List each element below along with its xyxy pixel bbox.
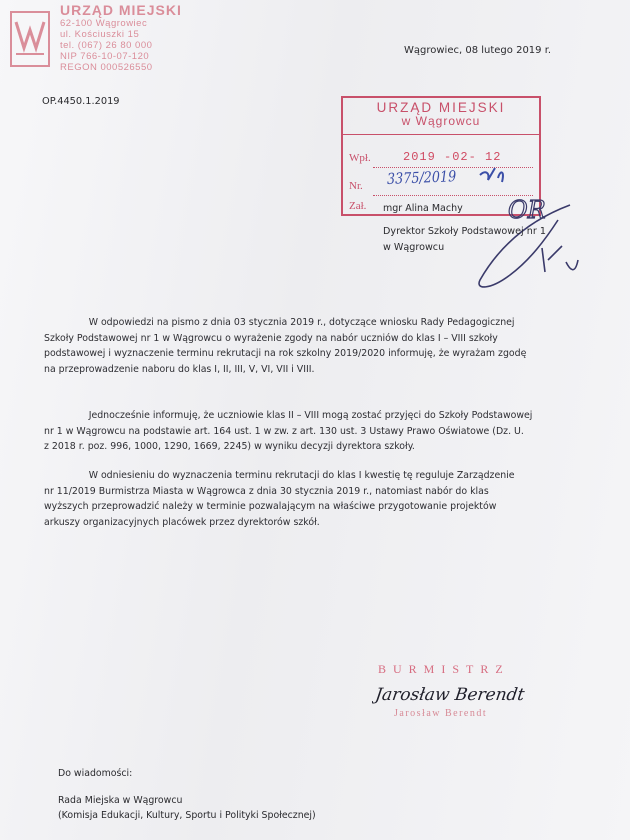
body-line: podstawowej i wyznaczenie terminu rekrutacji na rok szkolny 2019/2020 informuję, że wyrażam zgodę — [44, 348, 527, 359]
body-line: Szkoły Podstawowej nr 1 w Wągrowcu o wyrażenie zgody na nabór uczniów do klas I – VIII szkoły — [44, 332, 498, 344]
letterhead-line: URZĄD MIEJSKI — [60, 2, 182, 18]
number-label: Nr. — [349, 180, 363, 192]
body-line: z 2018 r. poz. 996, 1000, 1290, 1669, 2245) w wyniku decyzji dyrektora szkoły. — [44, 441, 415, 452]
letter-date: Wągrowiec, 08 lutego 2019 r. — [404, 45, 552, 56]
distribution-recipient: Rada Miejska w Wągrowcu — [58, 795, 183, 806]
letterhead-stamp — [6, 2, 191, 84]
city-crest-icon — [8, 8, 52, 72]
receipt-stamp-divider — [343, 134, 539, 135]
body-line: nr 11/2019 Burmistrza Miasta w Wągrowca z dnia 30 stycznia 2019 r., natomiast nabór do klas — [44, 485, 489, 497]
addressee — [383, 224, 546, 256]
body-line: W odpowiedzi na pismo z dnia 03 stycznia 2019 r., dotyczące wniosku Rady Pedagogicznej — [44, 317, 515, 328]
letterhead-line: tel. (067) 26 80 000 — [60, 40, 153, 51]
cc-name: mgr Alina Machy — [383, 203, 463, 214]
signatory-name: Jarosław Berendt — [394, 708, 488, 719]
received-date: 2019 -02- 12 — [403, 150, 502, 164]
letterhead-line: NIP 766-10-07-120 — [60, 51, 150, 62]
signature-ink: Jarosław Berendt — [373, 685, 526, 705]
letterhead-text — [60, 2, 182, 73]
attachments-label: Zał. — [349, 200, 367, 212]
body-line: Jednocześnie informuję, że uczniowie klas II – VIII mogą zostać przyjęci do Szkoły Podstawowej — [44, 410, 533, 421]
body-line: arkuszy organizacyjnych placówek przez dyrektorów szkół. — [44, 516, 320, 528]
letterhead-line: REGON 000526550 — [60, 62, 153, 73]
distribution-heading: Do wiadomości: — [58, 768, 133, 779]
handwritten-note: OR — [508, 196, 546, 224]
paragraph-2 — [44, 408, 532, 455]
reference-number: OP.4450.1.2019 — [42, 96, 120, 107]
received-label: Wpł. — [349, 152, 371, 164]
registration-number: 3375/2019 — [386, 167, 457, 188]
receipt-stamp-title: URZĄD MIEJSKI — [376, 100, 506, 115]
paragraph-1 — [44, 315, 526, 377]
body-line: W odniesieniu do wyznaczenia terminu rekrutacji do klas I kwestię tę reguluje Zarządzenie — [44, 470, 515, 481]
paragraph-3 — [44, 468, 515, 530]
body-line: wyższych przeprowadzić należy w terminie pozwalającym na właściwe przygotowanie projektów — [44, 501, 497, 512]
distribution-recipient-detail: (Komisja Edukacji, Kultury, Sportu i Polityki Społecznej) — [58, 810, 316, 821]
receipt-stamp-subtitle: w Wągrowcu — [401, 114, 481, 128]
letterhead-line: 62-100 Wągrowiec — [60, 18, 148, 29]
letterhead-line: ul. Kościuszki 15 — [60, 29, 140, 40]
addressee-line: w Wągrowcu — [383, 242, 445, 253]
body-line: na przeprowadzenie naboru do klas I, II, III, V, VI, VII i VIII. — [44, 363, 315, 375]
addressee-line: Dyrektor Szkoły Podstawowej nr 1 — [383, 226, 546, 237]
signature-title: BURMISTRZ — [378, 662, 510, 676]
body-line: nr 1 w Wągrowcu na podstawie art. 164 ust. 1 w zw. z art. 130 ust. 3 Ustawy Prawo Oświatowe (Dz. U. — [44, 425, 524, 437]
